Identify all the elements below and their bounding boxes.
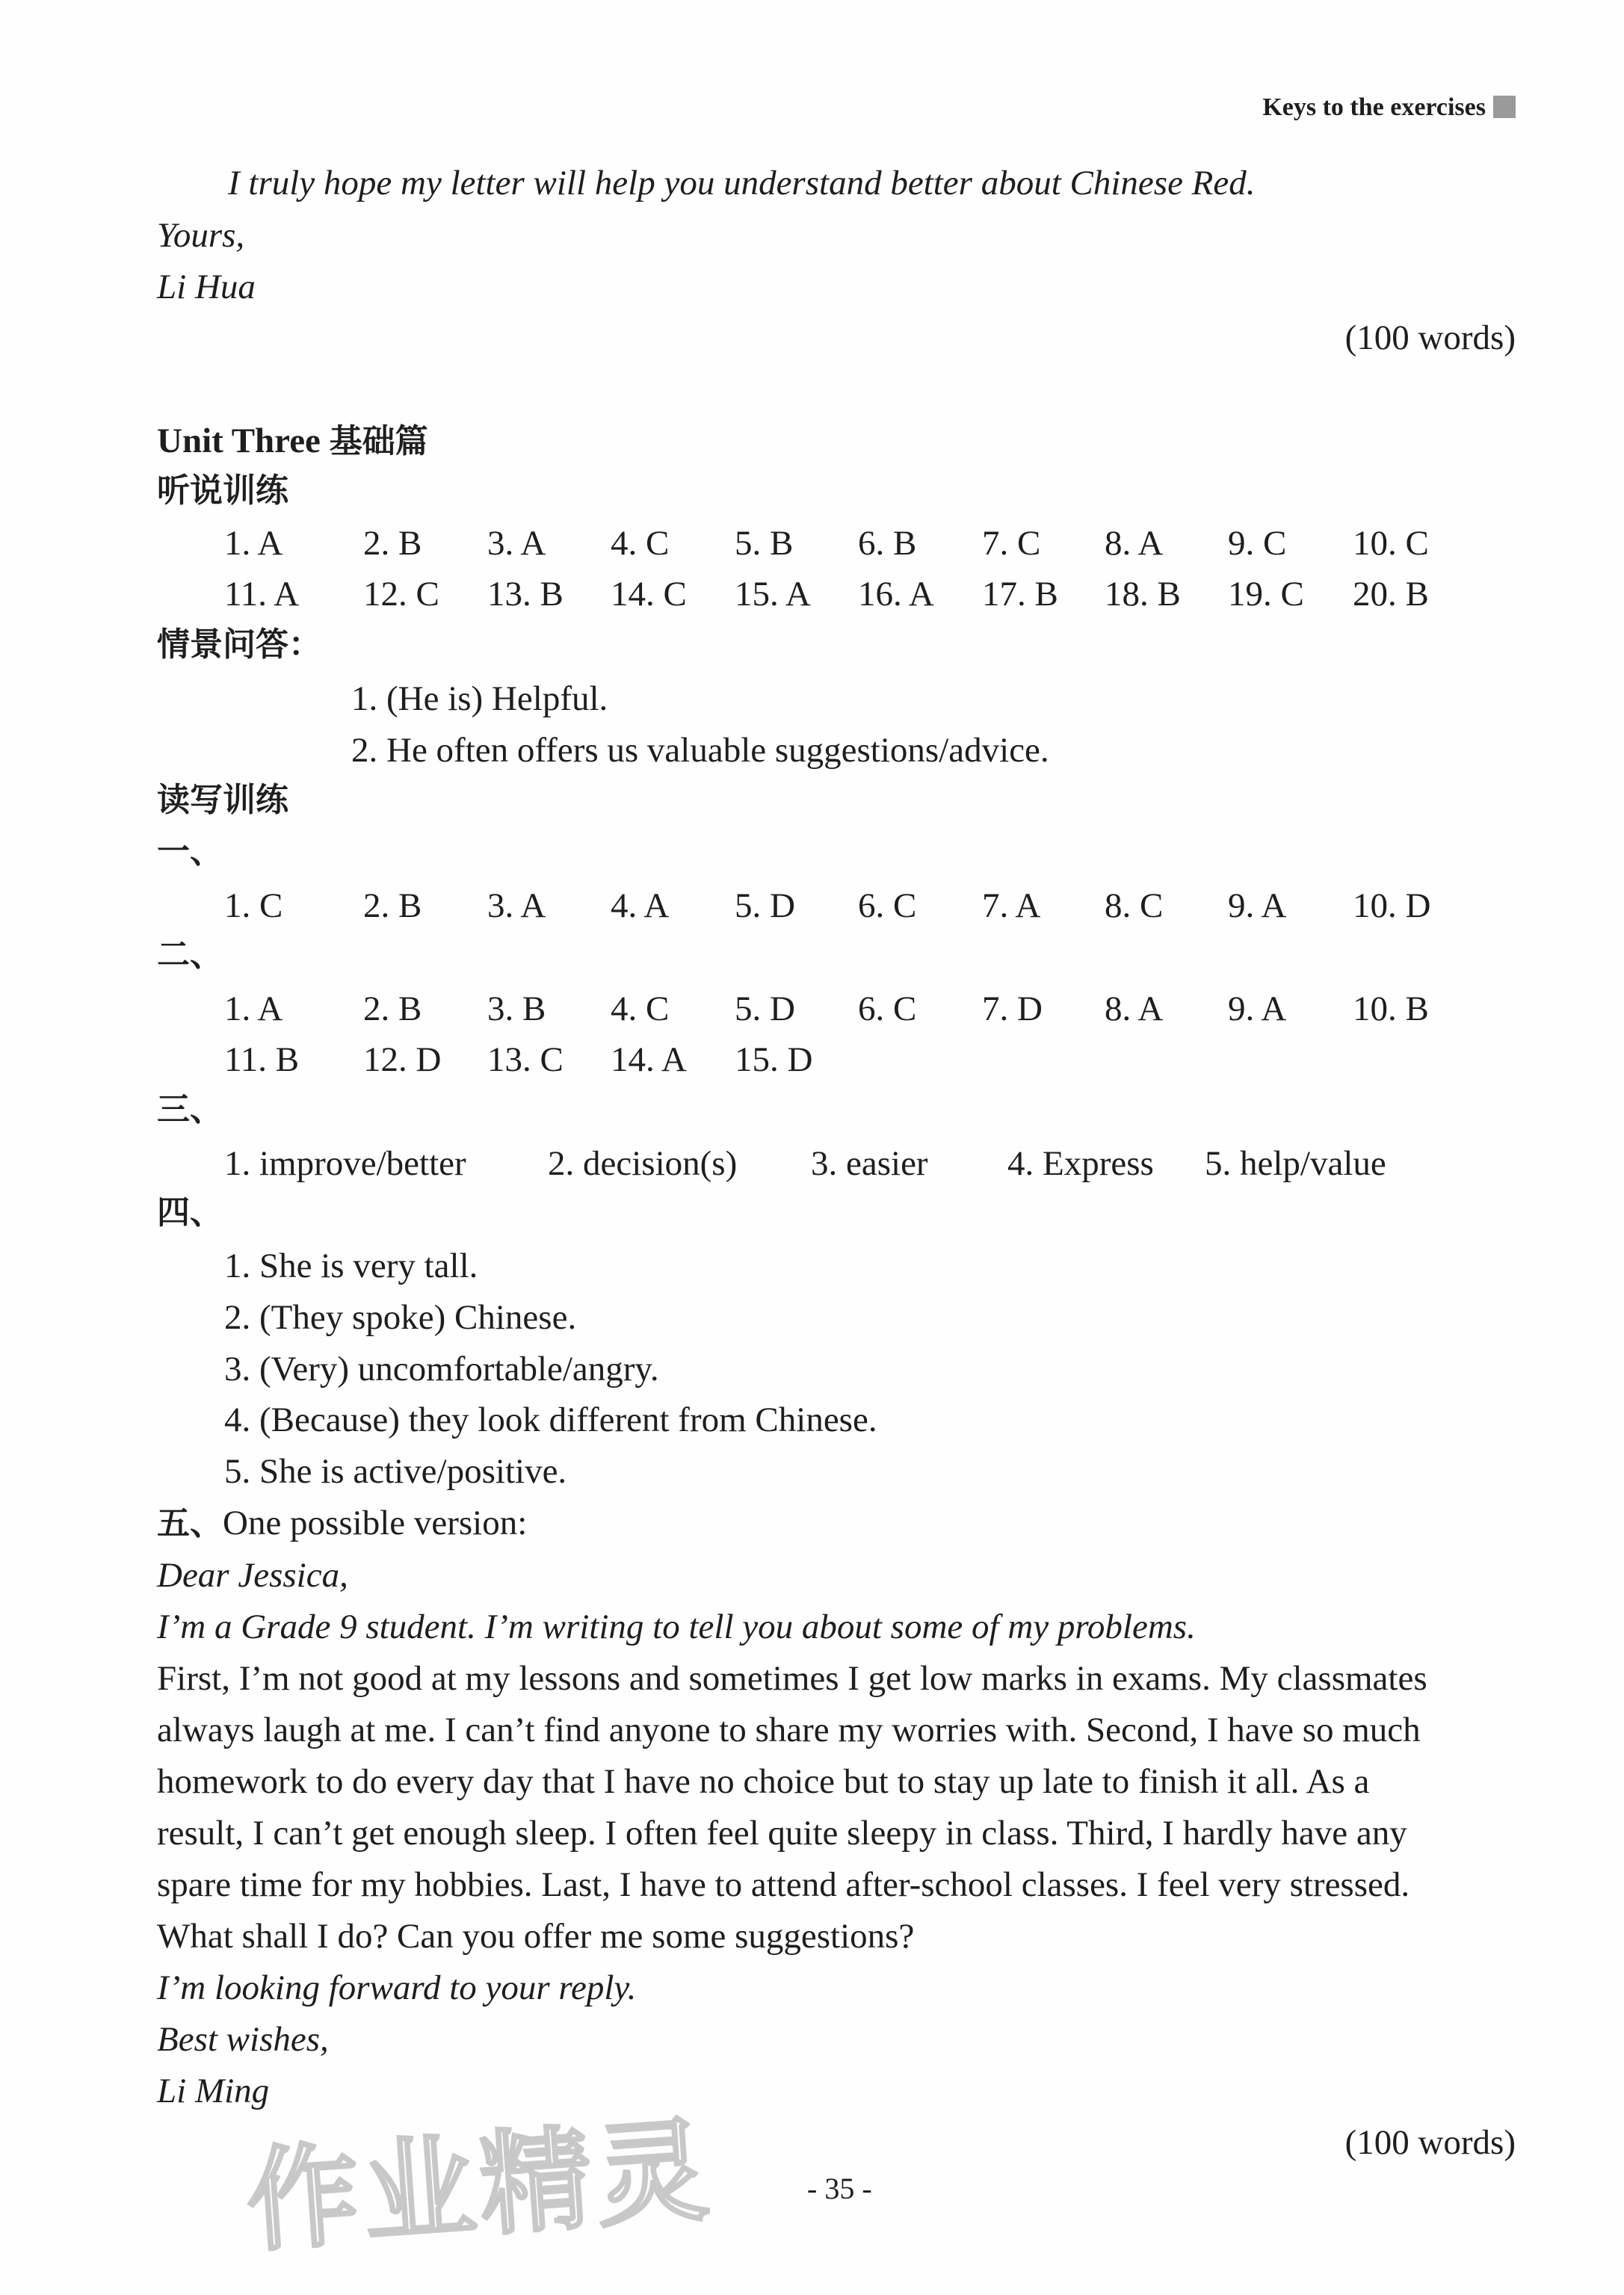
part4-answer: 1. She is very tall. xyxy=(224,1247,478,1285)
part5-intro: One possible version: xyxy=(223,1504,528,1542)
answer-item: 3. B xyxy=(487,989,546,1028)
header-title: Keys to the exercises xyxy=(1262,93,1486,121)
part4-answer: 2. (They spoke) Chinese. xyxy=(224,1298,577,1337)
situational-answer: 1. (He is) Helpful. xyxy=(351,679,608,718)
essay-salutation: Best wishes, xyxy=(157,2020,329,2059)
essay-greeting: Dear Jessica, xyxy=(157,1556,348,1595)
part3-label: 三、 xyxy=(157,1090,223,1128)
unit-title xyxy=(157,421,428,461)
letter-salutation: Yours, xyxy=(157,216,245,255)
answer-item: 5. D xyxy=(735,886,795,925)
answer-item: 8. A xyxy=(1105,989,1164,1028)
answer-item: 5. B xyxy=(735,524,794,563)
answer-item: 11. B xyxy=(224,1040,300,1079)
answer-item: 7. A xyxy=(982,886,1041,925)
answer-item: 9. A xyxy=(1228,989,1287,1028)
essay-body-line: spare time for my hobbies. Last, I have to attend after-school classes. I feel very stressed. xyxy=(157,1865,1410,1904)
answer-item: 12. C xyxy=(363,575,439,614)
essay-word-count: (100 words) xyxy=(1344,2123,1516,2162)
answer-item: 11. A xyxy=(224,575,300,614)
answer-item: 1. improve/better xyxy=(224,1144,466,1183)
part5-label: 五、 xyxy=(157,1504,223,1542)
header-marker-icon xyxy=(1493,96,1516,118)
answer-item: 3. A xyxy=(487,524,546,563)
part4-answer: 4. (Because) they look different from Chinese. xyxy=(224,1400,877,1439)
essay-body-line: homework to do every day that I have no choice but to stay up late to finish it all. As a xyxy=(157,1762,1370,1801)
answer-item: 10. C xyxy=(1353,524,1429,563)
answer-item: 20. B xyxy=(1353,575,1429,614)
answer-item: 13. B xyxy=(487,575,564,614)
answer-item: 9. C xyxy=(1228,524,1287,563)
situational-heading: 情景问答： xyxy=(157,626,321,664)
answer-item: 3. easier xyxy=(811,1144,928,1183)
answer-item: 4. C xyxy=(611,524,670,563)
part4-answer: 3. (Very) uncomfortable/angry. xyxy=(224,1350,659,1389)
answer-item: 4. C xyxy=(611,989,670,1028)
situational-answer: 2. He often offers us valuable suggestions/advice. xyxy=(351,731,1049,770)
unit-title-en: Unit Three xyxy=(157,421,321,460)
unit-title-cn: 基础篇 xyxy=(329,422,428,460)
answer-item: 15. A xyxy=(735,575,811,614)
essay-signature: Li Ming xyxy=(157,2072,270,2110)
essay-body-line: result, I can’t get enough sleep. I often feel quite sleepy in class. Third, I hardly have any xyxy=(157,1814,1407,1853)
answer-item: 8. C xyxy=(1105,886,1164,925)
answer-item: 1. C xyxy=(224,886,283,925)
part1-label: 一、 xyxy=(157,833,223,871)
answer-item: 15. D xyxy=(735,1040,813,1079)
answer-item: 14. C xyxy=(611,575,687,614)
part2-label: 二、 xyxy=(157,936,223,974)
answer-item: 8. A xyxy=(1105,524,1164,563)
answer-item: 17. B xyxy=(982,575,1058,614)
letter-signature: Li Hua xyxy=(157,268,256,306)
answer-item: 19. C xyxy=(1228,575,1304,614)
answer-item: 2. decision(s) xyxy=(548,1144,738,1183)
answer-item: 3. A xyxy=(487,886,546,925)
letter-word-count: (100 words) xyxy=(1344,318,1516,357)
page-number: - 35 - xyxy=(807,2172,872,2205)
answer-item: 14. A xyxy=(611,1040,687,1079)
reading-writing-heading: 读写训练 xyxy=(157,781,288,819)
answer-item: 2. B xyxy=(363,989,422,1028)
essay-first-line: I’m a Grade 9 student. I’m writing to tell you about some of my problems. xyxy=(157,1607,1196,1646)
answer-item: 5. D xyxy=(735,989,795,1028)
essay-body-line: always laugh at me. I can’t find anyone to share my worries with. Second, I have so much xyxy=(157,1711,1421,1749)
watermark: 作业精灵 xyxy=(242,2105,717,2268)
answer-item: 7. C xyxy=(982,524,1041,563)
answer-item: 4. A xyxy=(611,886,670,925)
answer-item: 10. B xyxy=(1353,989,1429,1028)
answer-item: 13. C xyxy=(487,1040,564,1079)
letter-closing-sentence: I truly hope my letter will help you understand better about Chinese Red. xyxy=(228,164,1256,203)
answer-item: 9. A xyxy=(1228,886,1287,925)
answer-item: 5. help/value xyxy=(1205,1144,1386,1183)
answer-item: 7. D xyxy=(982,989,1043,1028)
listening-heading: 听说训练 xyxy=(157,472,288,510)
answer-item: 6. B xyxy=(858,524,917,563)
part4-label: 四、 xyxy=(157,1193,223,1232)
answer-item: 12. D xyxy=(363,1040,442,1079)
answer-item: 6. C xyxy=(858,989,917,1028)
essay-body-line: First, I’m not good at my lessons and sometimes I get low marks in exams. My classmates xyxy=(157,1659,1427,1698)
part4-answer: 5. She is active/positive. xyxy=(224,1452,567,1491)
answer-item: 10. D xyxy=(1353,886,1431,925)
part5-line xyxy=(157,1503,527,1543)
answer-item: 16. A xyxy=(858,575,934,614)
answer-item: 1. A xyxy=(224,524,283,563)
answer-item: 2. B xyxy=(363,886,422,925)
answer-item: 1. A xyxy=(224,989,283,1028)
answer-item: 18. B xyxy=(1105,575,1181,614)
answer-item: 2. B xyxy=(363,524,422,563)
answer-item: 4. Express xyxy=(1007,1144,1154,1183)
answer-item: 6. C xyxy=(858,886,917,925)
essay-body-line: What shall I do? Can you offer me some suggestions? xyxy=(157,1917,915,1956)
running-header xyxy=(1262,93,1516,122)
essay-closing-sentence: I’m looking forward to your reply. xyxy=(157,1968,637,2007)
